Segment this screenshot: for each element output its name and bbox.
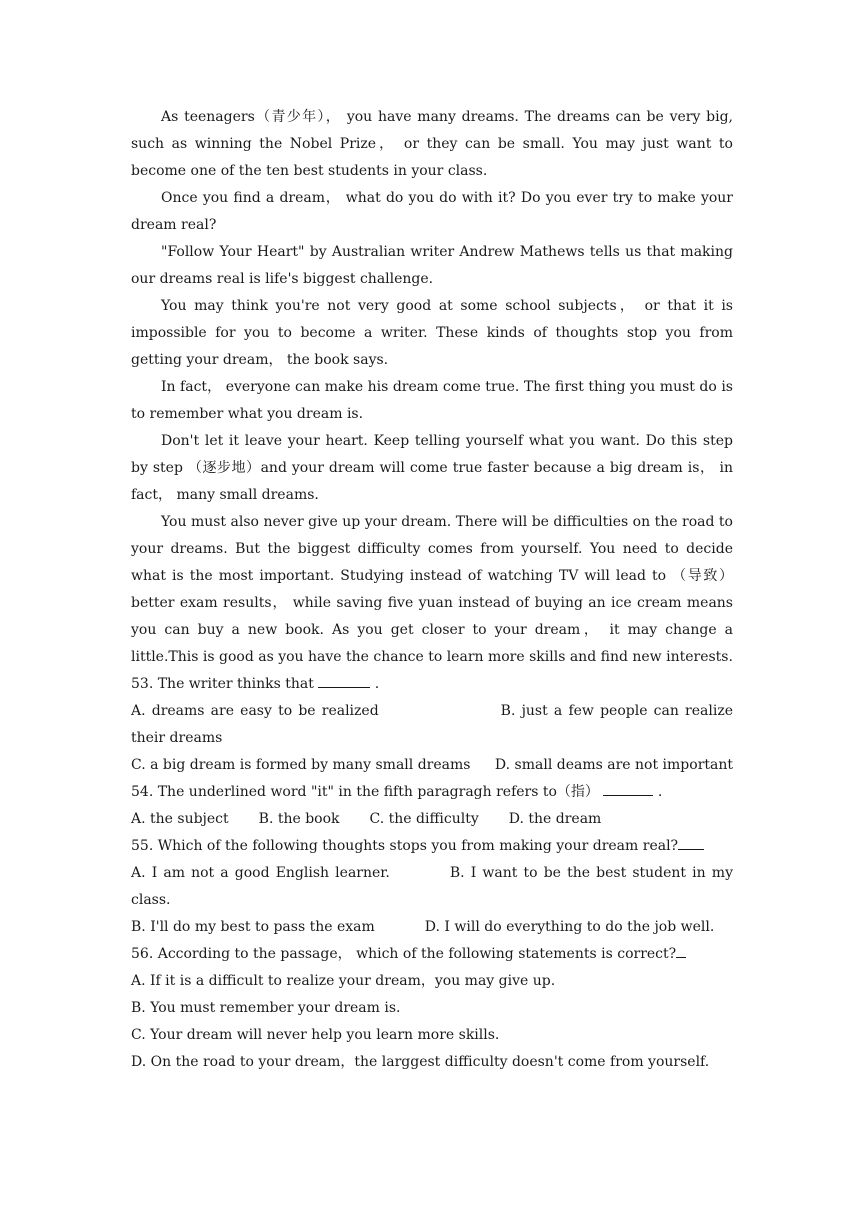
option-55-c[interactable]: B. I'll do my best to pass the exam xyxy=(131,919,375,935)
option-56-a[interactable]: A. If it is a difficult to realize your dream，you may give up. xyxy=(131,973,556,989)
option-54-b[interactable]: B. the book xyxy=(258,811,340,827)
question-53-stem: 53. The writer thinks that xyxy=(131,676,314,692)
option-55-d[interactable]: D. I will do everything to do the job well. xyxy=(424,919,715,935)
question-56-stem: 56. According to the passage， which of the following statements is correct? xyxy=(131,946,677,962)
option-56-b[interactable]: B. You must remember your dream is. xyxy=(131,1000,401,1016)
answer-blank-54[interactable] xyxy=(603,781,653,796)
question-54 xyxy=(131,779,733,806)
answer-blank-56[interactable] xyxy=(676,943,686,958)
option-53-c[interactable]: C. a big dream is formed by many small dreams xyxy=(131,757,471,773)
passage-paragraph-4: You may think you're not very good at some school subjects， or that it is impossible for you to become a writer. These kinds of thoughts stop you from getting your dream， the book says. xyxy=(131,298,733,368)
option-54-a[interactable]: A. the subject xyxy=(131,811,229,827)
answer-blank-53[interactable] xyxy=(318,673,370,688)
question-55-options-cd xyxy=(131,914,733,941)
passage-paragraph-2: Once you find a dream， what do you do with it? Do you ever try to make your dream real? xyxy=(131,190,733,233)
passage-paragraph-1: As teenagers（青少年）， you have many dreams. The dreams can be very big, such as winning the Nobel Prize， or they can be small. You may just want to become one of the ten best students in your class. xyxy=(131,109,733,179)
passage-paragraph-7: You must also never give up your dream. There will be difficulties on the road to your dreams. But the biggest difficulty comes from yourself. You need to decide what is the most important. Studying instead of watching TV will lead to （导致）better exam results， while saving five yuan instead of buying an ice cream means you can buy a new book. As you get closer to your dream， it may change a little.This is good as you have the chance to learn more skills and find new interests. xyxy=(131,514,733,665)
question-53-options-cd xyxy=(131,752,733,779)
option-53-a[interactable]: A. dreams are easy to be realized xyxy=(131,703,379,719)
question-55 xyxy=(131,833,733,860)
question-55-stem: 55. Which of the following thoughts stops you from making your dream real? xyxy=(131,838,679,854)
question-53-tail: . xyxy=(370,676,380,692)
option-54-d[interactable]: D. the dream xyxy=(508,811,602,827)
document-page xyxy=(131,104,733,1076)
question-55-options-ab xyxy=(131,860,733,914)
option-53-b[interactable]: B. just a few people can realize their dreams xyxy=(131,703,733,746)
passage-paragraph-3: "Follow Your Heart" by Australian writer Andrew Mathews tells us that making our dreams real is life's biggest challenge. xyxy=(131,244,733,287)
question-54-options xyxy=(131,806,733,833)
question-54-tail: . xyxy=(653,784,663,800)
answer-blank-55[interactable] xyxy=(678,835,704,850)
question-56 xyxy=(131,941,733,968)
question-53-options-ab xyxy=(131,698,733,752)
question-54-stem: 54. The underlined word "it" in the fifth paragragh refers to（指） xyxy=(131,784,599,800)
option-54-c[interactable]: C. the difficulty xyxy=(369,811,479,827)
option-53-d[interactable]: D. small deams are not important xyxy=(494,757,733,773)
option-55-b[interactable]: B. I want to be the best student in my class. xyxy=(131,865,733,908)
passage-paragraph-5: In fact， everyone can make his dream come true. The first thing you must do is to remember what you dream is. xyxy=(131,379,733,422)
option-55-a[interactable]: A. I am not a good English learner. xyxy=(131,865,390,881)
option-56-d[interactable]: D. On the road to your dream，the larggest difficulty doesn't come from yourself. xyxy=(131,1054,710,1070)
question-53 xyxy=(131,671,733,698)
option-56-c[interactable]: C. Your dream will never help you learn more skills. xyxy=(131,1027,500,1043)
passage-paragraph-6: Don't let it leave your heart. Keep telling yourself what you want. Do this step by step （逐步地）and your dream will come true faster because a big dream is， in fact， many small dreams. xyxy=(131,433,733,503)
